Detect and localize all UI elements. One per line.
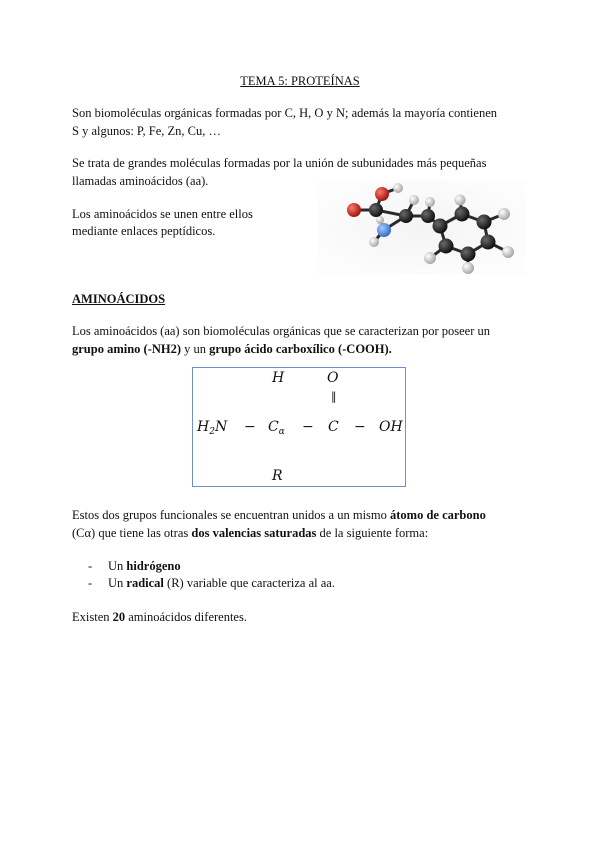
- formula-amino-group: $H_2N$: [197, 419, 228, 437]
- molecule-illustration: [318, 180, 526, 275]
- formula-alpha-carbon: $C_\alpha$: [268, 419, 285, 437]
- saturated-valences-term: dos valencias saturadas: [191, 526, 317, 540]
- formula-carboxyl-carbon: C: [328, 419, 339, 435]
- formula-double-bond: ‖: [331, 390, 337, 403]
- carbon-atom-term: átomo de carbono: [390, 508, 486, 522]
- formula-bond-3: −: [354, 419, 366, 435]
- intro-line-2: S y algunos: P, Fe, Zn, Cu, …: [72, 124, 221, 138]
- bond-line-2: mediante enlaces peptídicos.: [72, 224, 216, 238]
- formula-hydrogen-top: H: [272, 370, 285, 386]
- groups-line-1: Estos dos grupos funcionales se encuentran unidos a un mismo átomo de carbono: [72, 508, 486, 522]
- section-heading-aminoacids: AMINOÁCIDOS: [72, 292, 166, 306]
- macro-line-2: llamadas aminoácidos (aa).: [72, 174, 209, 188]
- amino-acid-formula-box: [192, 367, 406, 487]
- bond-line-1: Los aminoácidos se unen entre ellos: [72, 207, 253, 221]
- formula-oxygen-top: O: [327, 370, 339, 386]
- formula-bond-2: −: [302, 419, 314, 435]
- amino-group-term: grupo amino (-NH2): [72, 342, 182, 356]
- groups-line-2: (Cα) que tiene las otras dos valencias saturadas de la siguiente forma:: [72, 526, 429, 540]
- count-line: Existen 20 aminoácidos diferentes.: [72, 610, 247, 624]
- formula-radical: R: [272, 468, 283, 484]
- page-title: TEMA 5: PROTEÍNAS: [240, 74, 360, 88]
- carboxyl-group-term: grupo ácido carboxílico (-COOH).: [209, 342, 392, 356]
- macro-line-1: Se trata de grandes moléculas formadas por la unión de subunidades más pequeñas: [72, 156, 487, 170]
- definition-connector: y un: [181, 342, 210, 356]
- definition-line-2: [72, 340, 392, 358]
- formula-hydroxyl: OH: [379, 419, 403, 435]
- intro-line-1: Son biomoléculas orgánicas formadas por C, H, O y N; además la mayoría contienen: [72, 106, 498, 120]
- count-number: 20: [112, 610, 126, 624]
- definition-line-1: Los aminoácidos (aa) son biomoléculas orgánicas que se caracterizan por poseer un: [72, 324, 491, 338]
- formula-bond-1: −: [244, 419, 256, 435]
